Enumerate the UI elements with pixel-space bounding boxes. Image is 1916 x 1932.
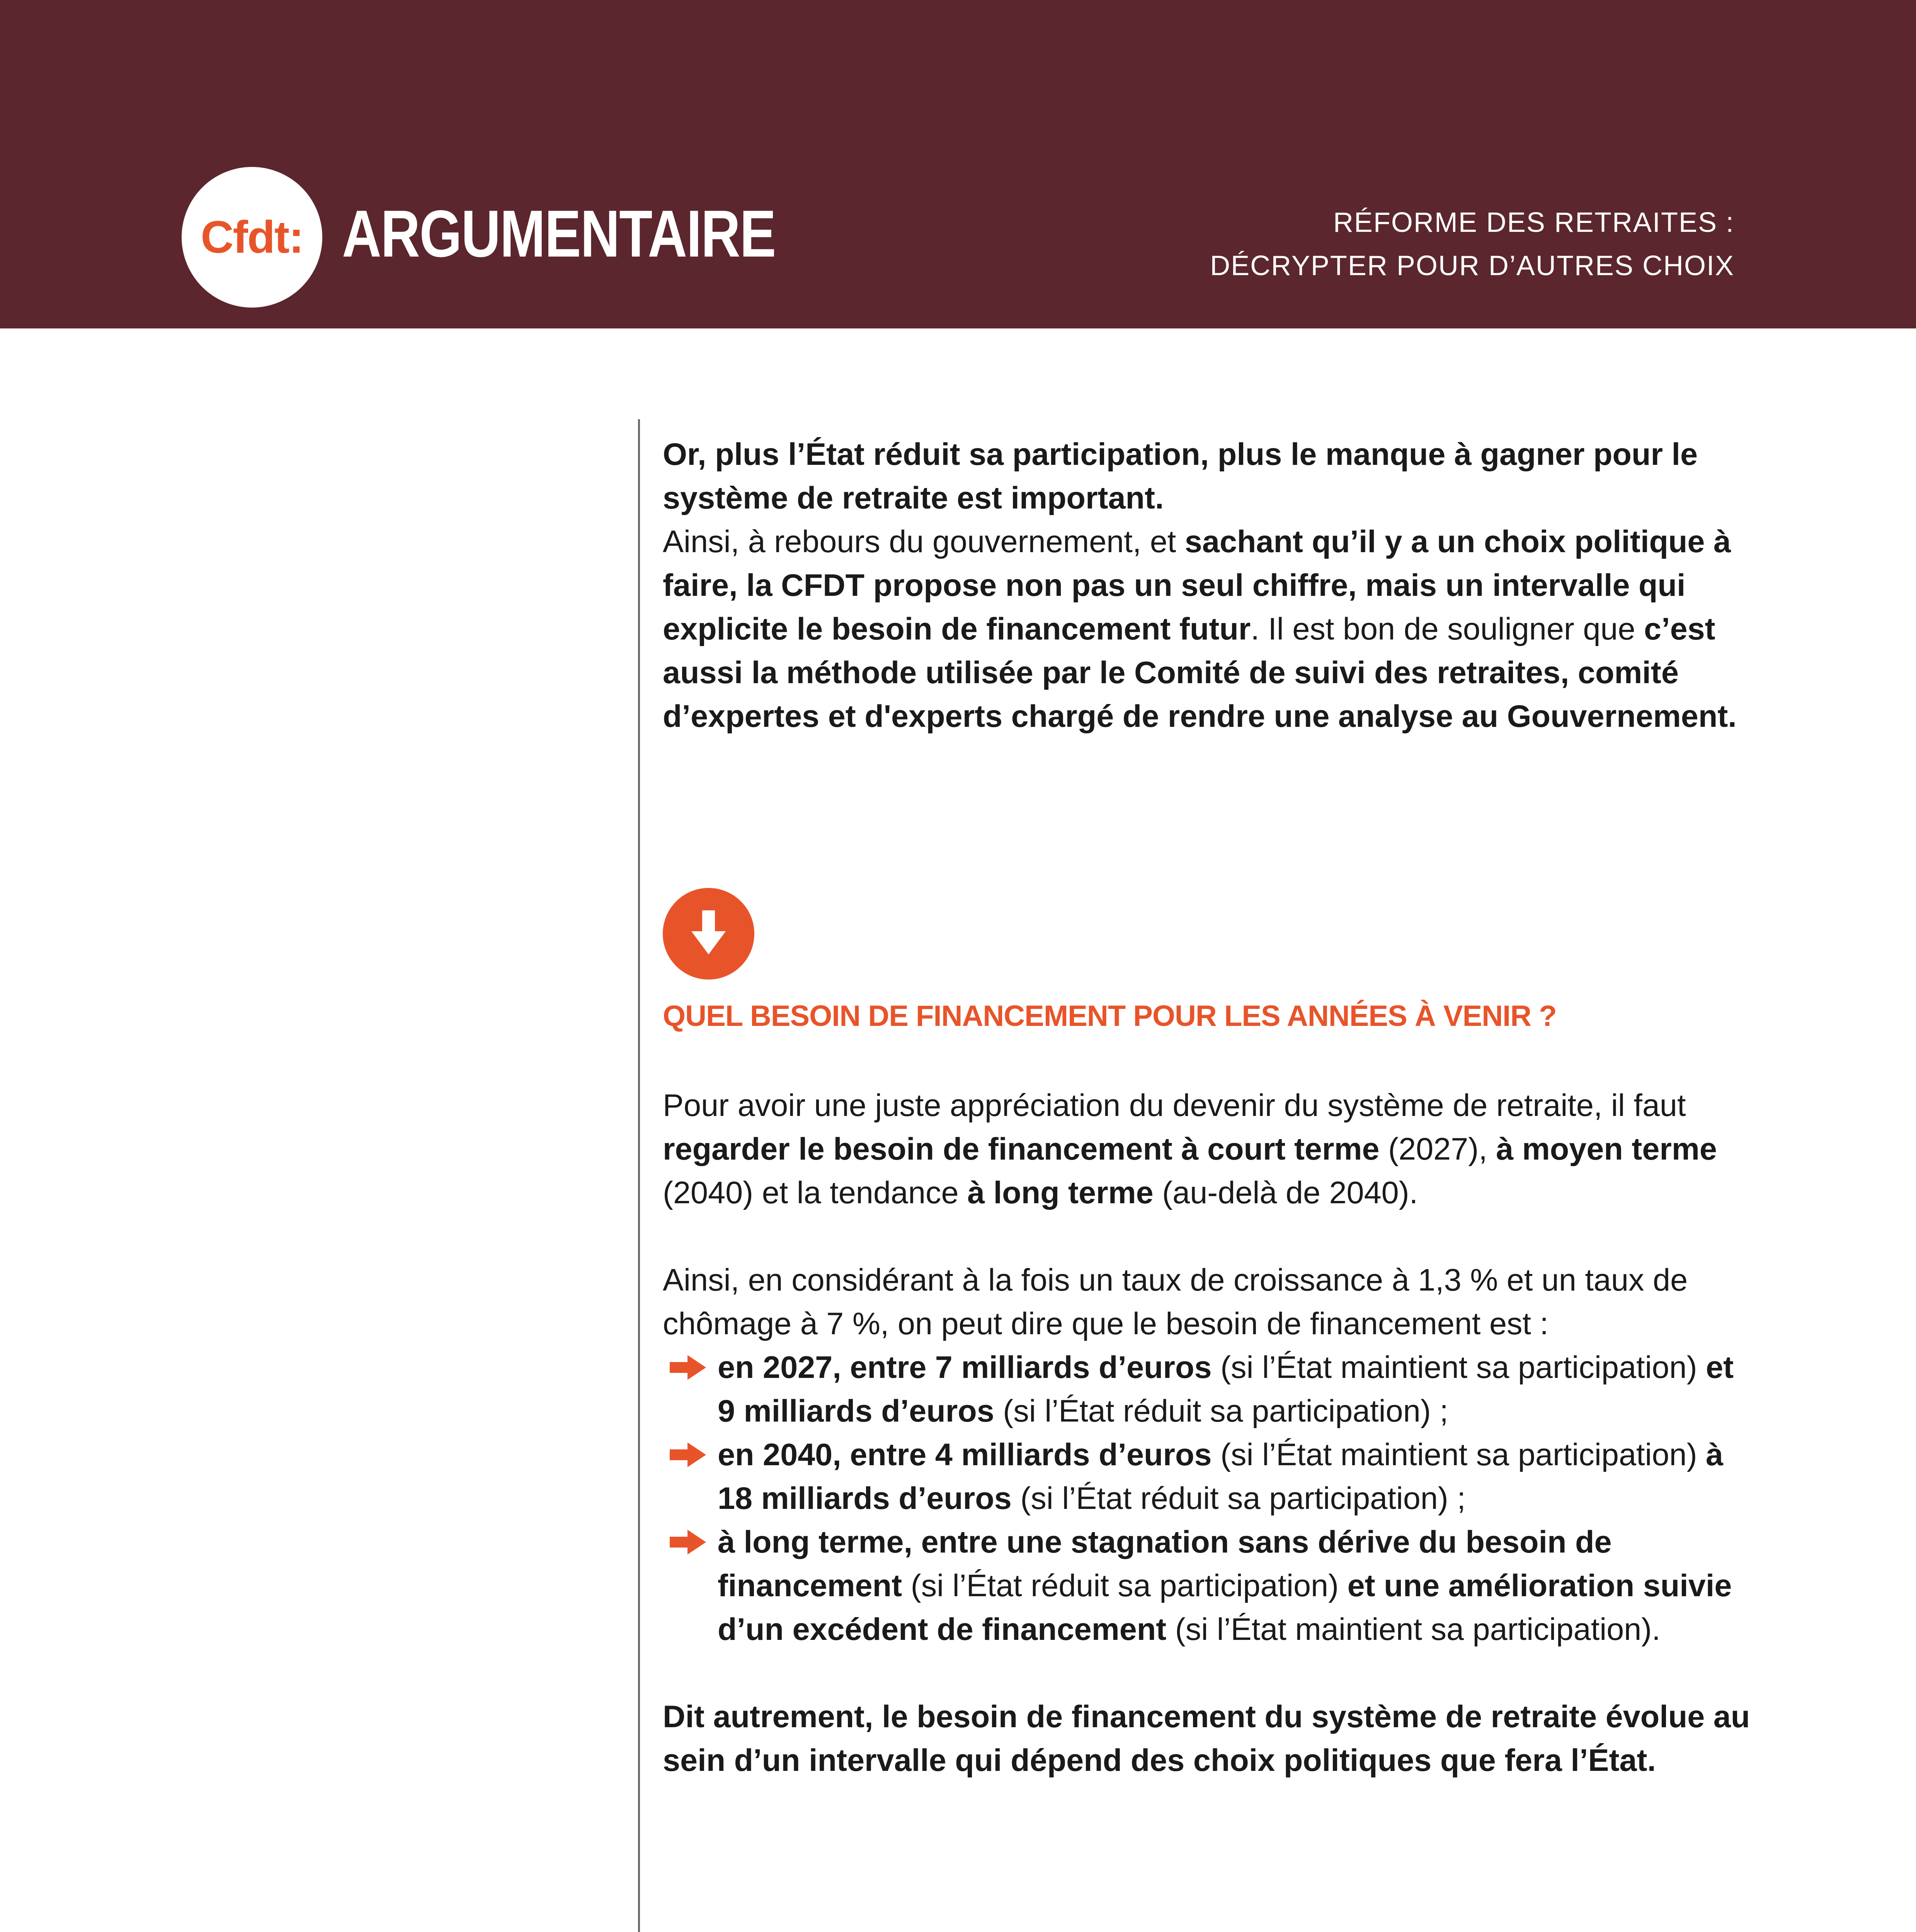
list-item (663, 1346, 1753, 1433)
conclusion-bold: Dit autrement, le besoin de financement du système de retraite évolue au sein d’un intervalle qui dépend des choix politiques que fera l’État. (663, 1699, 1750, 1778)
bullet-3-d: (si l’État maintient sa participation). (1166, 1612, 1661, 1647)
header-title: ARGUMENTAIRE (342, 197, 776, 271)
section-p1-c: (2027), (1379, 1132, 1496, 1167)
bullet-1-d: (si l’État réduit sa participation) ; (994, 1394, 1448, 1429)
section-p1-d: à moyen terme (1496, 1132, 1717, 1167)
bullet-3-c: et une amélioration suivie d’un excédent de financement (718, 1568, 1732, 1647)
intro-p2-d: c’est aussi la méthode utilisée par le Comité de suivi des retraites, comité d’expertes et d'experts chargé de rendre une analyse au Gouvernement. (663, 612, 1737, 734)
header-subtitle (1210, 201, 1734, 287)
arrow-right-icon (670, 1354, 707, 1381)
section-p1-b: regarder le besoin de financement à court terme (663, 1132, 1380, 1167)
conclusion-paragraph (663, 1695, 1753, 1782)
bullet-2-b: (si l’État maintient sa participation) (1212, 1437, 1706, 1472)
bullet-3-b: (si l’État réduit sa participation) (902, 1568, 1348, 1603)
bullet-1-a: en 2027, entre 7 milliards d’euros (718, 1350, 1212, 1385)
section-paragraph-1 (663, 1084, 1753, 1215)
arrow-down-circle-icon (663, 888, 754, 980)
arrow-right-icon (670, 1528, 707, 1556)
bullet-1-c: et 9 milliards d’euros (718, 1350, 1734, 1429)
bullet-3-a: à long terme, entre une stagnation sans dérive du besoin de financement (718, 1525, 1612, 1603)
intro-paragraph-2 (663, 520, 1745, 738)
bullet-1-b: (si l’État maintient sa participation) (1212, 1350, 1706, 1385)
section-p1-f: à long terme (967, 1175, 1154, 1210)
intro-p1-bold: Or, plus l’État réduit sa participation, plus le manque à gagner pour le système de retraite est important. (663, 437, 1698, 515)
header-subtitle-line2: DÉCRYPTER POUR D’AUTRES CHOIX (1210, 250, 1734, 281)
arrow-right-icon (670, 1441, 707, 1469)
list-item (663, 1520, 1753, 1651)
bullet-2-c: à 18 milliards d’euros (718, 1437, 1724, 1516)
section-paragraph-2: Ainsi, en considérant à la fois un taux de croissance à 1,3 % et un taux de chômage à 7 %, on peut dire que le besoin de financement est : (663, 1263, 1688, 1341)
intro-p2-a: Ainsi, à rebours du gouvernement, et (663, 524, 1185, 559)
section-p1-a: Pour avoir une juste appréciation du devenir du système de retraite, il faut (663, 1088, 1686, 1123)
logo-text: Cfdt: (201, 212, 303, 263)
bullet-2-a: en 2040, entre 4 milliards d’euros (718, 1437, 1212, 1472)
intro-p2-c: . Il est bon de souligner que (1251, 612, 1644, 646)
vertical-divider (638, 419, 640, 1932)
intro-paragraph-1 (663, 433, 1745, 520)
section-p1-e: (2040) et la tendance (663, 1175, 968, 1210)
header-subtitle-line1: RÉFORME DES RETRAITES : (1333, 207, 1734, 238)
section-body (663, 1084, 1753, 1782)
section-p1-g: (au-delà de 2040). (1153, 1175, 1418, 1210)
bullet-2-d: (si l’État réduit sa participation) ; (1011, 1481, 1466, 1516)
section-title: QUEL BESOIN DE FINANCEMENT POUR LES ANNÉES À VENIR ? (663, 1000, 1557, 1032)
financing-list (663, 1346, 1753, 1651)
intro-p2-b: sachant qu’il y a un choix politique à faire, la CFDT propose non pas un seul chiffre, mais un intervalle qui explicite le besoin de financement futur (663, 524, 1731, 646)
intro-block (663, 433, 1745, 738)
list-item (663, 1433, 1753, 1520)
cfdt-logo (182, 167, 322, 308)
